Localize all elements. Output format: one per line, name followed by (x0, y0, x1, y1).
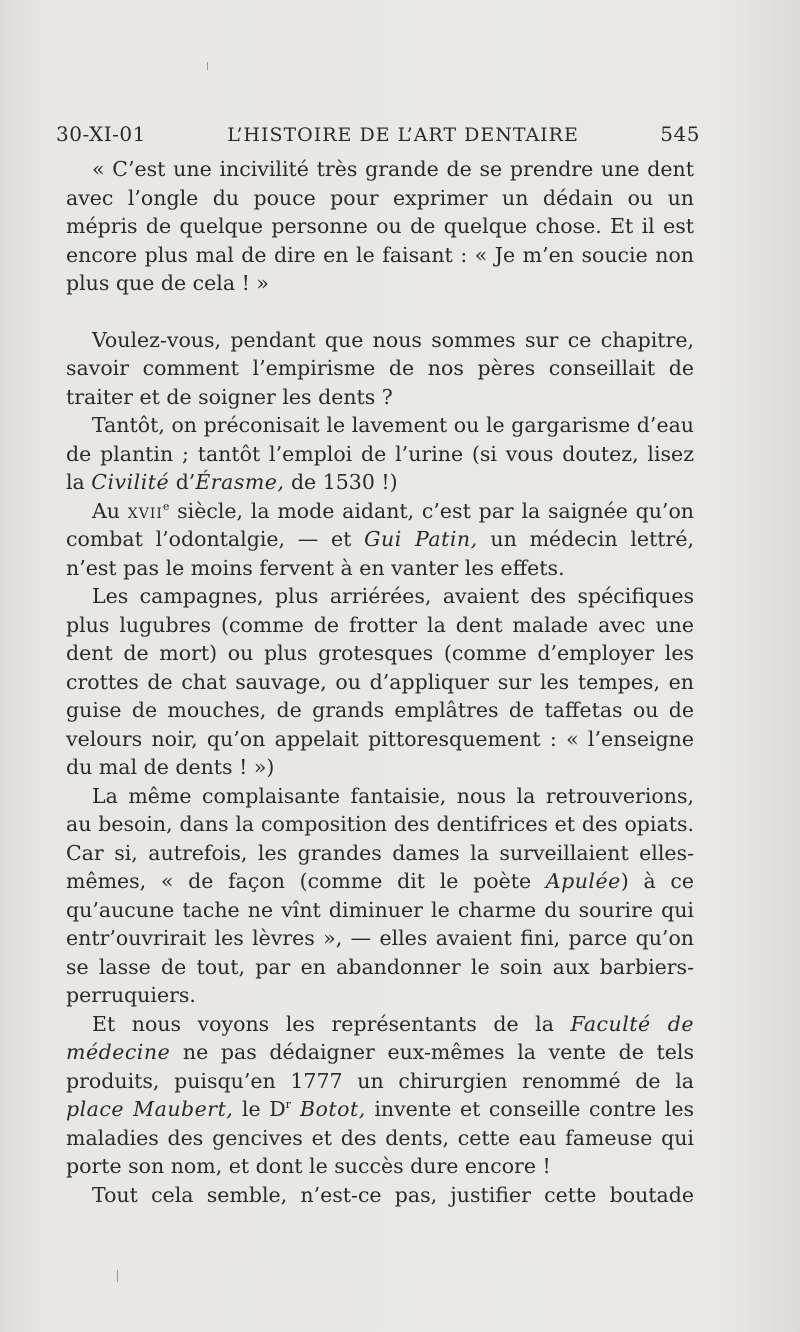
header-date: 30-XI-01 (56, 122, 146, 146)
paragraph-quote: « C’est une incivilité très grande de se prendre une dent avec l’ongle du pouce pour exprimer un dédain ou un mépris de quelque personne ou de quelque chose. Et il est encore plus mal de dire en le faisant : « Je m’en soucie non plus que de cela ! » (66, 157, 694, 295)
text-run: ) à ce qu’aucune tache ne vînt diminuer le charme du sourire qui entr’ouvrirait les lèvres », — elles avaient fini, parce qu’on se lasse de tout, par en abandonner le soin aux barbiers-perruquiers. (66, 869, 694, 1007)
superscript: r (285, 1098, 291, 1111)
scan-mark (207, 62, 208, 70)
scan-mark (117, 1270, 118, 1282)
text-run: siècle, la mode aidant, c’est par la saignée qu’on combat l’odontalgie, — et (66, 498, 694, 551)
text-run: un médecin lettré, n’est pas le moins fervent à en vanter les effets. (66, 527, 694, 580)
paragraph: Les campagnes, plus arriérées, avaient des spécifiques plus lugubres (comme de frotter la dent malade avec une dent de mort) ou plus grotesques (comme d’employer les crottes de chat sauvage, ou d’appliquer sur les tempes, en guise de mouches, de grands emplâtres de taffetas ou de velours noir, qu’on appelait pittoresquement : « l’enseigne du mal de dents ! ») (66, 584, 694, 779)
text-run: ne pas dédaigner eux-mêmes la vente de tels produits, puisqu’en 1777 un chirurgien renommé de la (66, 1040, 694, 1093)
italic-name: Gui Patin, (364, 527, 478, 551)
century-numeral: xvii (127, 498, 163, 523)
text-run: Et nous voyons les représentants de la (92, 1011, 571, 1036)
paragraph (66, 1010, 694, 1181)
text-run: le D (233, 1097, 286, 1121)
italic-name: Apulée (545, 869, 621, 893)
text-run: Au (92, 498, 128, 523)
italic-faculte: Faculté de médecine (66, 1011, 694, 1064)
italic-name: Botot, (290, 1097, 366, 1121)
text-run: Tantôt, on préconisait le lavement ou le gargarisme d’eau de plantin ; tantôt l’emploi de l’urine (si vous doutez, lisez la (66, 413, 694, 494)
paragraph (66, 782, 694, 1010)
body-text (66, 155, 694, 1209)
paragraph (66, 497, 694, 583)
italic-author: Érasme, (195, 470, 285, 494)
running-header (56, 122, 700, 154)
paragraph: Tout cela semble, n’est-ce pas, justifier cette boutade (92, 1182, 694, 1207)
text-run: La même complaisante fantaisie, nous la retrouverions, au besoin, dans la composition des dentifrices et des opiats. Car si, autrefois, les grandes dames la surveillaient elles-mêmes, « de façon (comme dit le poète (66, 783, 694, 893)
italic-place: place Maubert, (66, 1097, 234, 1121)
text-run: d’ (169, 470, 196, 494)
italic-title: Civilité (91, 470, 170, 494)
header-title: L’HISTOIRE DE L’ART DENTAIRE (227, 124, 579, 146)
superscript: e (162, 499, 170, 513)
paragraph (66, 411, 694, 497)
text-run: de 1530 !) (284, 470, 398, 494)
paragraph: Voulez-vous, pendant que nous sommes sur ce chapitre, savoir comment l’empirisme de nos pères conseillait de traiter et de soigner les dents ? (66, 327, 694, 409)
text-run: invente et conseille contre les maladies des gencives et des dents, cette eau fameuse qui porte son nom, et dont le succès dure encore ! (66, 1097, 694, 1178)
page-number: 545 (660, 122, 700, 146)
